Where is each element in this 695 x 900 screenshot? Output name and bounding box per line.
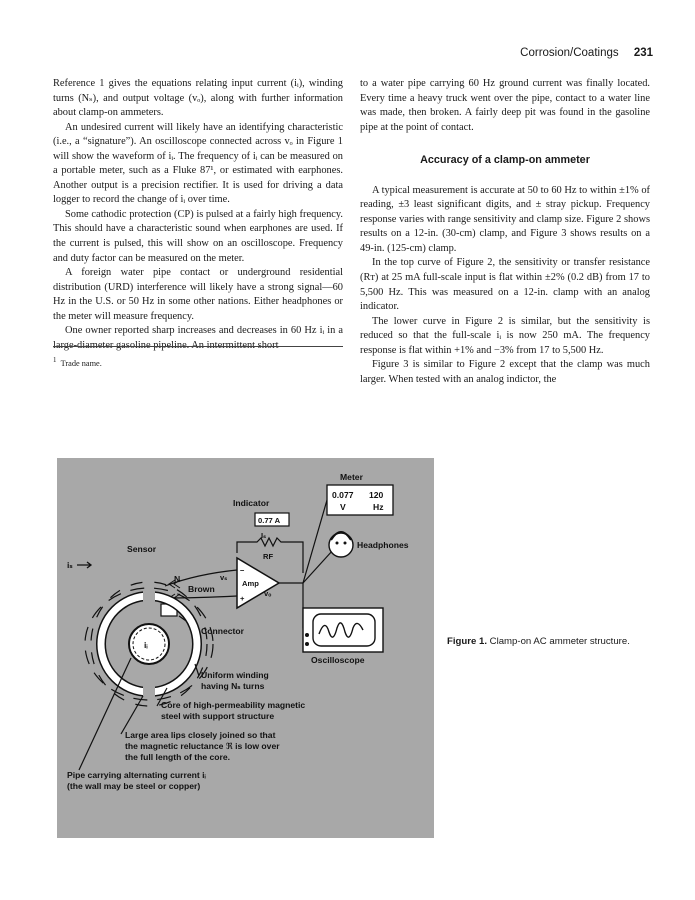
pipe-label-1: Pipe carrying alternating current iᵢ <box>67 770 206 780</box>
section-title: Corrosion/Coatings <box>520 47 619 59</box>
paragraph: A foreign water pipe contact or underground residential distribution (URD) interference will likely have a strong signal—60 Hz in the U.S. or 50 Hz in some other nations. Either headphones or the meter will measure frequency. <box>53 267 343 322</box>
headphones-label: Headphones <box>357 540 409 550</box>
paragraph: An undesired current will likely have an identifying characteristic (i.e., a “signature”). An oscilloscope connected across vₒ in Figure 1 will show the waveform of iᵢ. The frequency of iᵢ can be measured on a portable meter, such as a Fluke 87¹, or estimated with earphones. Another output is a precision rectifier. It is used for driving a data logger to record the change of iᵢ over time. <box>53 121 343 206</box>
footnote <box>53 346 343 371</box>
connector-label: Connector <box>201 626 244 636</box>
lips-label-3: the full length of the core. <box>125 752 231 762</box>
winding-label-1: Uniform winding <box>201 670 269 680</box>
amp-minus: − <box>240 566 245 575</box>
n-label: N <box>174 574 181 584</box>
paragraph: The lower curve in Figure 2 is similar, but the sensitivity is reduced so that the full-scale iᵢ is now 250 mA. The frequency response is flat within +1% and −3% from 17 to 5,500 Hz. <box>360 315 650 356</box>
ii-label: iᵢ <box>144 640 148 650</box>
is-current-label: Iₛ <box>261 531 267 540</box>
is-arrow-label: iₛ <box>67 560 73 570</box>
paragraph: Figure 3 is similar to Figure 2 except that the clamp was much larger. When tested with an analog indictor, the <box>360 359 650 385</box>
rf-label: RF <box>263 552 274 561</box>
meter-label: Meter <box>340 472 363 482</box>
core-gap-top <box>143 588 155 608</box>
paragraph: One owner reported sharp increases and decreases in 60 Hz iᵢ in a large-diameter gasoline pipeline. An intermittent short <box>53 325 343 351</box>
pipe-label-2: (the wall may be steel or copper) <box>67 781 201 791</box>
running-header <box>520 47 653 59</box>
footnote-marker: 1 <box>53 357 57 365</box>
paragraph: A typical measurement is accurate at 50 to 60 Hz to within ±1% of reading, ±3 least significant digits, and ± stray pickup. Frequency response varies with range sensitivity and clamp size. Figure 2 shows results on a 12-in. (30-cm) clamp, and Figure 3 shows results on a 49-in. (125-cm) clamp. <box>360 184 650 254</box>
amp-label: Amp <box>242 579 259 588</box>
figure-1 <box>57 458 434 838</box>
indicator-reading: 0.77 A <box>258 516 281 525</box>
vo-label: vₒ <box>264 589 272 598</box>
left-column <box>53 77 343 353</box>
core-gap-bottom <box>143 680 155 700</box>
meter-frequency-unit: Hz <box>373 502 384 512</box>
core-label-1: Core of high-permeability magnetic <box>161 700 306 710</box>
right-column <box>360 77 650 387</box>
brown-label: Brown <box>188 584 215 594</box>
sensor-label: Sensor <box>127 544 157 554</box>
lips-label-1: Large area lips closely joined so that <box>125 730 276 740</box>
paragraph: In the top curve of Figure 2, the sensitivity or transfer resistance (Rᴛ) at 25 mA full-scale input is flat within ±2% (0.2 dB) from 17 to 5,500 Hz. This was measured on a 12-in. clamp with an analog indicator. <box>360 257 650 313</box>
meter-unit: V <box>340 502 346 512</box>
oscilloscope-label: Oscilloscope <box>311 655 365 665</box>
figure-caption-text: Clamp-on AC ammeter structure. <box>489 636 630 647</box>
figure-caption <box>447 636 630 647</box>
section-heading: Accuracy of a clamp-on ammeter <box>420 154 590 167</box>
paragraph: to a water pipe carrying 60 Hz ground current was finally located. Every time a heavy truck went over the pipe, contact to a water line was made, then broken. A fairly deep pit was found in the gasoline pipe at the point of contact. <box>360 78 650 133</box>
lips-label-2: the magnetic reluctance ℜ is low over <box>125 741 280 751</box>
meter-frequency: 120 <box>369 490 384 500</box>
meter-reading: 0.077 <box>332 490 354 500</box>
footnote-text: Trade name. <box>60 359 102 368</box>
page-number: 231 <box>633 47 653 59</box>
figure-caption-label: Figure 1. <box>447 636 487 647</box>
footnote-rule <box>53 346 343 347</box>
winding-label-2: having Nₛ turns <box>201 681 265 691</box>
pipe <box>129 624 169 664</box>
vs-label: vₛ <box>220 573 228 582</box>
paragraph: Some cathodic protection (CP) is pulsed at a fairly high frequency. This should have a characteristic sound when earphones are used. If the current is pulsed, this will show on an oscilloscope. Frequency and duty factor can be measured on the meter. <box>53 208 343 264</box>
amp-plus: + <box>240 594 245 603</box>
paragraph: Reference 1 gives the equations relating input current (iᵢ), winding turns (Nₛ), and output voltage (vₒ), along with further information about clamp-on ammeters. <box>53 78 343 119</box>
core-label-2: steel with support structure <box>161 711 275 721</box>
clamp-ammeter-diagram <box>57 458 434 838</box>
indicator-label: Indicator <box>233 498 270 508</box>
